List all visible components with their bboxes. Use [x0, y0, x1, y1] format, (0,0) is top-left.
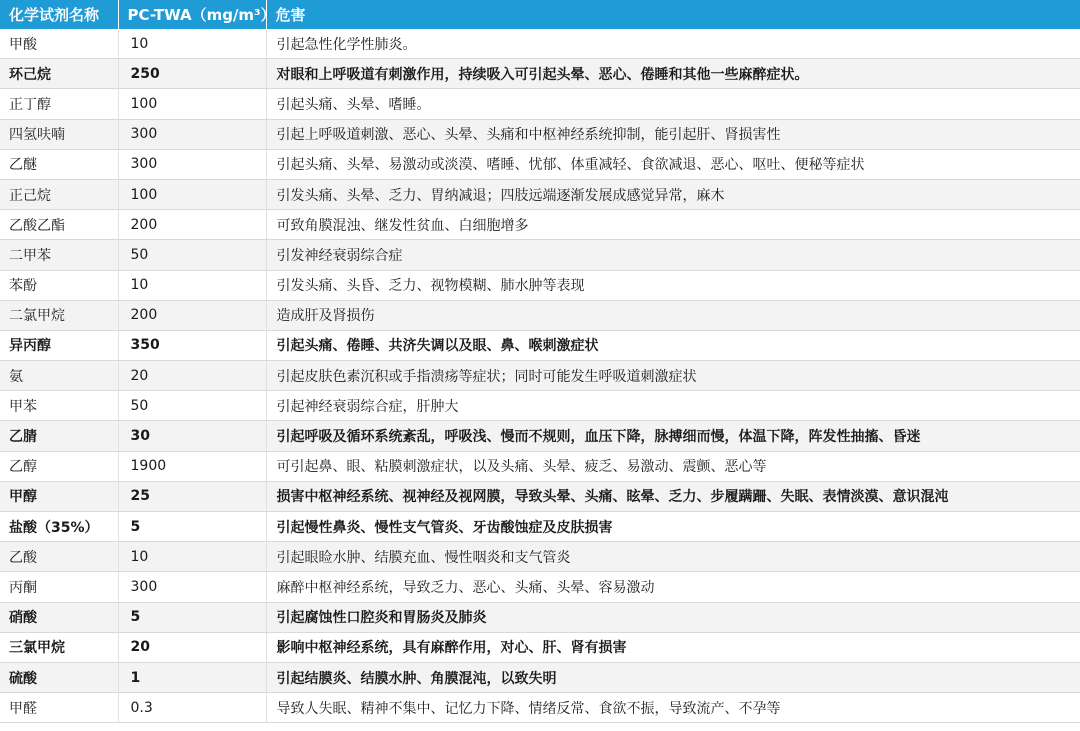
header-row: [0, 0, 1080, 29]
cell-hazard: 导致人失眠、精神不集中、记忆力下降、情绪反常、食欲不振，导致流产、不孕等: [266, 693, 1080, 723]
cell-chemical-name: 丙酮: [0, 572, 118, 602]
table-row: [0, 300, 1080, 330]
cell-chemical-name: 氨: [0, 361, 118, 391]
cell-pc-twa: 10: [118, 542, 266, 572]
cell-pc-twa: 300: [118, 119, 266, 149]
table-row: [0, 119, 1080, 149]
cell-chemical-name: 硝酸: [0, 602, 118, 632]
cell-pc-twa: 30: [118, 421, 266, 451]
cell-pc-twa: 350: [118, 330, 266, 360]
cell-hazard: 麻醉中枢神经系统，导致乏力、恶心、头痛、头晕、容易激动: [266, 572, 1080, 602]
cell-pc-twa: 200: [118, 210, 266, 240]
cell-pc-twa: 10: [118, 270, 266, 300]
cell-pc-twa: 25: [118, 481, 266, 511]
cell-hazard: 造成肝及肾损伤: [266, 300, 1080, 330]
cell-pc-twa: 250: [118, 59, 266, 89]
cell-hazard: 对眼和上呼吸道有刺激作用，持续吸入可引起头晕、恶心、倦睡和其他一些麻醉症状。: [266, 59, 1080, 89]
cell-chemical-name: 甲苯: [0, 391, 118, 421]
cell-chemical-name: 乙酸: [0, 542, 118, 572]
cell-hazard: 引发头痛、头晕、乏力、胃纳减退；四肢远端逐渐发展成感觉异常，麻木: [266, 179, 1080, 209]
cell-chemical-name: 四氢呋喃: [0, 119, 118, 149]
cell-chemical-name: 正己烷: [0, 179, 118, 209]
table-row: [0, 361, 1080, 391]
table-row: [0, 391, 1080, 421]
cell-chemical-name: 乙酸乙酯: [0, 210, 118, 240]
table-row: [0, 149, 1080, 179]
cell-pc-twa: 100: [118, 179, 266, 209]
cell-hazard: 引起急性化学性肺炎。: [266, 29, 1080, 59]
cell-chemical-name: 异丙醇: [0, 330, 118, 360]
table-row: [0, 481, 1080, 511]
table-row: [0, 330, 1080, 360]
cell-hazard: 引发神经衰弱综合症: [266, 240, 1080, 270]
cell-hazard: 引起腐蚀性口腔炎和胃肠炎及肺炎: [266, 602, 1080, 632]
cell-hazard: 引起上呼吸道刺激、恶心、头晕、头痛和中枢神经系统抑制，能引起肝、肾损害性: [266, 119, 1080, 149]
cell-chemical-name: 三氯甲烷: [0, 632, 118, 662]
cell-pc-twa: 300: [118, 572, 266, 602]
cell-pc-twa: 1: [118, 662, 266, 692]
table-row: [0, 210, 1080, 240]
cell-pc-twa: 50: [118, 240, 266, 270]
table-header: [0, 0, 1080, 29]
table-row: [0, 632, 1080, 662]
table-row: [0, 662, 1080, 692]
cell-pc-twa: 20: [118, 361, 266, 391]
cell-chemical-name: 环己烷: [0, 59, 118, 89]
table-row: [0, 179, 1080, 209]
cell-hazard: 引起慢性鼻炎、慢性支气管炎、牙齿酸蚀症及皮肤损害: [266, 512, 1080, 542]
cell-hazard: 可引起鼻、眼、粘膜刺激症状，以及头痛、头晕、疲乏、易激动、震颤、恶心等: [266, 451, 1080, 481]
table-row: [0, 693, 1080, 723]
cell-pc-twa: 0.3: [118, 693, 266, 723]
table-row: [0, 602, 1080, 632]
table-row: [0, 451, 1080, 481]
cell-chemical-name: 正丁醇: [0, 89, 118, 119]
cell-chemical-name: 甲酸: [0, 29, 118, 59]
cell-chemical-name: 二甲苯: [0, 240, 118, 270]
cell-hazard: 引起眼睑水肿、结膜充血、慢性咽炎和支气管炎: [266, 542, 1080, 572]
cell-pc-twa: 10: [118, 29, 266, 59]
cell-pc-twa: 200: [118, 300, 266, 330]
cell-hazard: 影响中枢神经系统，具有麻醉作用，对心、肝、肾有损害: [266, 632, 1080, 662]
header-chemical-name: 化学试剂名称: [0, 0, 118, 29]
cell-pc-twa: 50: [118, 391, 266, 421]
cell-hazard: 引起皮肤色素沉积或手指溃疡等症状；同时可能发生呼吸道刺激症状: [266, 361, 1080, 391]
cell-chemical-name: 乙醚: [0, 149, 118, 179]
table-body: [0, 29, 1080, 723]
table-row: [0, 240, 1080, 270]
cell-hazard: 损害中枢神经系统、视神经及视网膜，导致头晕、头痛、眩晕、乏力、步履蹒跚、失眠、表情淡漠、意识混沌: [266, 481, 1080, 511]
table-row: [0, 512, 1080, 542]
cell-hazard: 引起神经衰弱综合症，肝肿大: [266, 391, 1080, 421]
cell-chemical-name: 硫酸: [0, 662, 118, 692]
cell-pc-twa: 1900: [118, 451, 266, 481]
table-row: [0, 542, 1080, 572]
cell-hazard: 引发头痛、头昏、乏力、视物模糊、肺水肿等表现: [266, 270, 1080, 300]
cell-hazard: 引起头痛、头晕、易激动或淡漠、嗜睡、忧郁、体重减轻、食欲减退、恶心、呕吐、便秘等症状: [266, 149, 1080, 179]
header-hazard: 危害: [266, 0, 1080, 29]
cell-chemical-name: 二氯甲烷: [0, 300, 118, 330]
cell-pc-twa: 100: [118, 89, 266, 119]
cell-hazard: 可致角膜混浊、继发性贫血、白细胞增多: [266, 210, 1080, 240]
table-row: [0, 270, 1080, 300]
cell-hazard: 引起头痛、倦睡、共济失调以及眼、鼻、喉刺激症状: [266, 330, 1080, 360]
cell-chemical-name: 乙腈: [0, 421, 118, 451]
cell-chemical-name: 盐酸（35%）: [0, 512, 118, 542]
cell-hazard: 引起头痛、头晕、嗜睡。: [266, 89, 1080, 119]
cell-chemical-name: 甲醇: [0, 481, 118, 511]
table-row: [0, 572, 1080, 602]
cell-pc-twa: 5: [118, 602, 266, 632]
table-row: [0, 59, 1080, 89]
cell-chemical-name: 甲醛: [0, 693, 118, 723]
header-pc-twa: PC-TWA（mg/m³）: [118, 0, 266, 29]
cell-chemical-name: 苯酚: [0, 270, 118, 300]
cell-pc-twa: 5: [118, 512, 266, 542]
table-row: [0, 421, 1080, 451]
cell-chemical-name: 乙醇: [0, 451, 118, 481]
cell-hazard: 引起结膜炎、结膜水肿、角膜混沌，以致失明: [266, 662, 1080, 692]
cell-pc-twa: 20: [118, 632, 266, 662]
table-row: [0, 89, 1080, 119]
cell-hazard: 引起呼吸及循环系统紊乱，呼吸浅、慢而不规则，血压下降，脉搏细而慢，体温下降，阵发性抽搐、昏迷: [266, 421, 1080, 451]
table-row: [0, 29, 1080, 59]
cell-pc-twa: 300: [118, 149, 266, 179]
